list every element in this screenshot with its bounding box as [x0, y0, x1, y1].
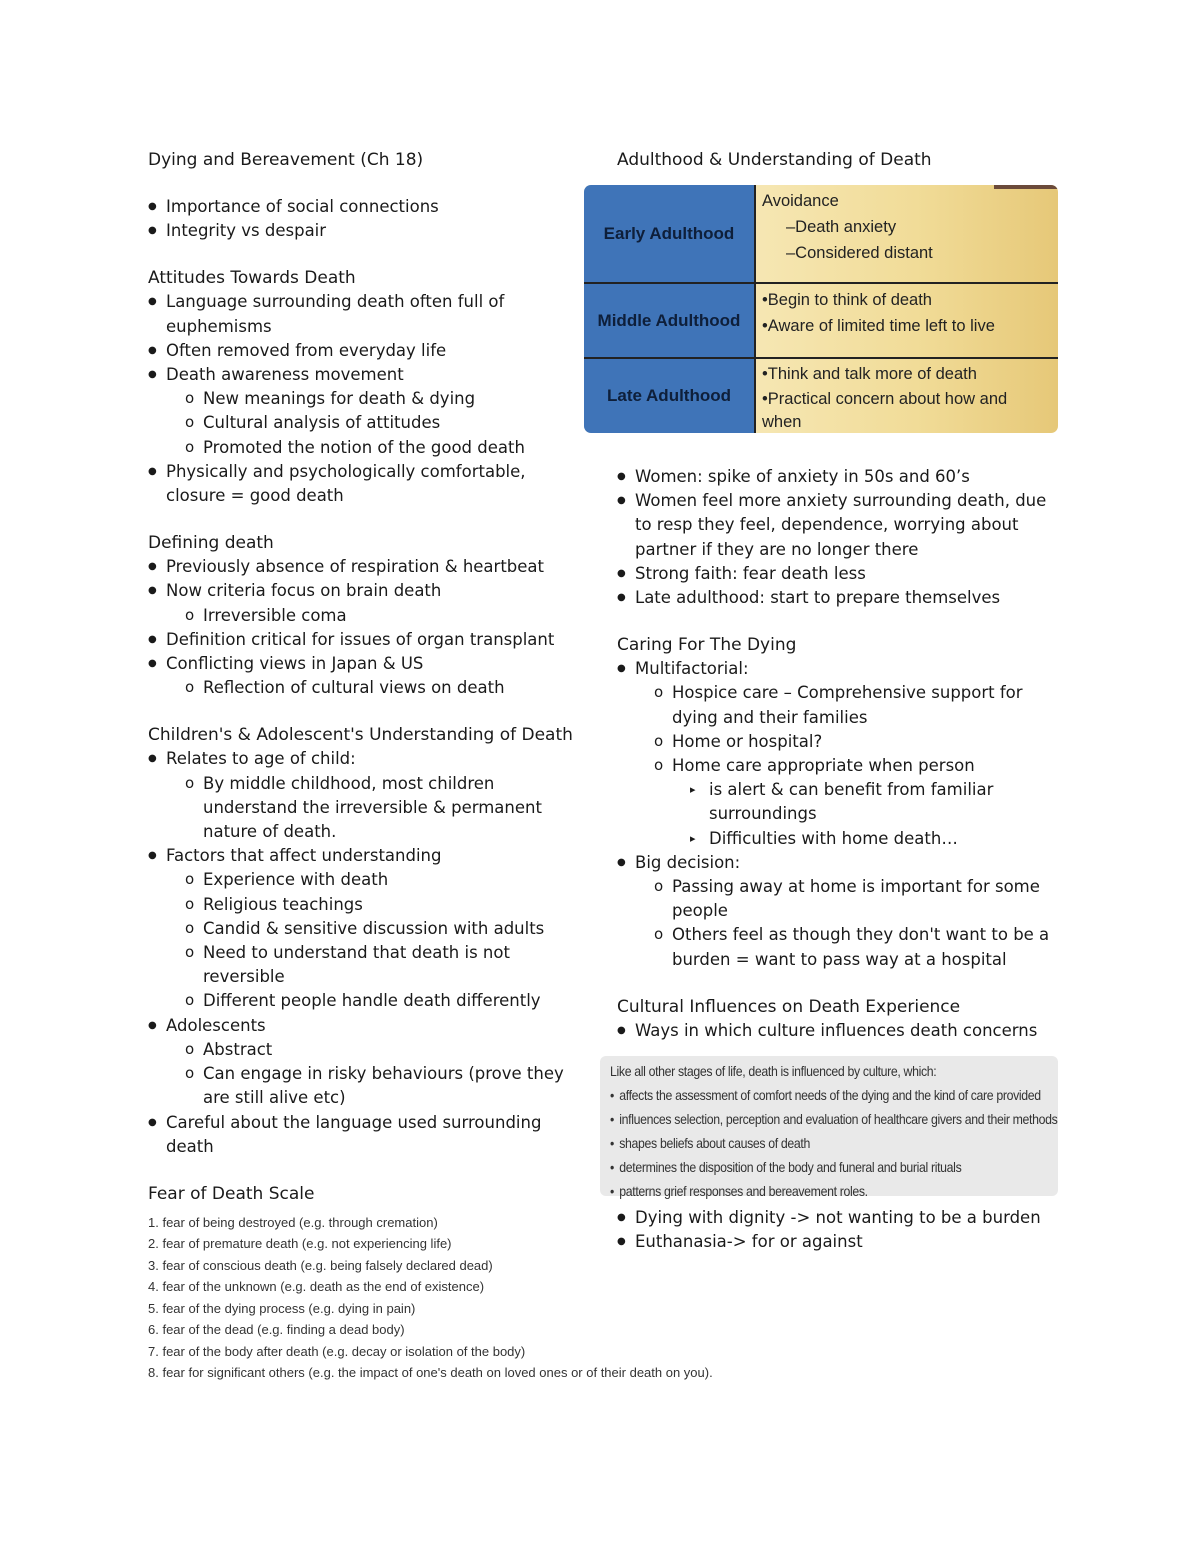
list-item: ● Ways in which culture influences death concerns [617, 1019, 1062, 1043]
section-heading: Children's & Adolescent's Understanding of Death [148, 725, 573, 746]
list-item: ● Language surrounding death often full of euphemisms [148, 290, 588, 338]
stage-line: •Practical concern about how and [762, 390, 1008, 408]
fear-scale-item: 6. fear of the dead (e.g. finding a dead body) [148, 1322, 405, 1338]
fear-scale-item: 4. fear of the unknown (e.g. death as the end of existence) [148, 1279, 485, 1295]
list-item: ● Integrity vs despair [148, 219, 588, 243]
list-item: ● Careful about the language used surrounding death [148, 1111, 588, 1159]
adulthood-row-early [584, 185, 1058, 282]
cultural-section [610, 995, 1062, 1255]
list-item: ● Euthanasia-> for or against [617, 1230, 1062, 1254]
fear-scale-item: 3. fear of conscious death (e.g. being falsely declared dead) [148, 1257, 493, 1273]
section-heading: Defining death [148, 533, 274, 554]
sub-sub-list-item: ▸ is alert & can benefit from familiar surroundings [617, 778, 1062, 826]
sub-list-item: o New meanings for death & dying [148, 387, 588, 411]
list-item: ● Women: spike of anxiety in 50s and 60’s [617, 465, 1062, 489]
document-title: Dying and Bereavement (Ch 18) [148, 150, 424, 170]
sub-list-item: o Cultural analysis of attitudes [148, 411, 588, 435]
stage-description [756, 284, 1058, 357]
list-item: ● Definition critical for issues of organ transplant [148, 628, 588, 652]
culture-box-intro: Like all other stages of life, death is influenced by culture, which: [610, 1063, 937, 1080]
section-heading: Caring For The Dying [617, 635, 797, 656]
list-item: ● Often removed from everyday life [148, 339, 588, 363]
stage-line: Avoidance [762, 192, 839, 210]
adulthood-row-late [584, 359, 1058, 433]
children-section [148, 723, 588, 1158]
sub-list-item: o Can engage in risky behaviours (prove they are still alive etc) [148, 1062, 588, 1110]
defining-section [148, 531, 588, 700]
list-item: ● Adolescents [148, 1014, 588, 1038]
fear-scale-list [148, 1212, 713, 1384]
adulthood-row-middle [584, 284, 1058, 357]
sub-list-item: o Abstract [148, 1038, 588, 1062]
stage-line: •Aware of limited time left to live [762, 317, 995, 335]
sub-sub-list-item: ▸ Difficulties with home death… [617, 827, 1062, 851]
culture-box-item: • determines the disposition of the body and funeral and burial rituals [610, 1155, 995, 1179]
list-item: ● Factors that affect understanding [148, 844, 588, 868]
stage-line: –Death anxiety [786, 218, 897, 236]
section-heading: Fear of Death Scale [148, 1183, 315, 1204]
fear-scale-item: 8. fear for significant others (e.g. the impact of one's death on loved ones or of their death on you). [148, 1365, 713, 1381]
adulthood-table [584, 185, 1058, 433]
list-item: ● Relates to age of child: [148, 747, 588, 771]
fear-scale-item: 1. fear of being destroyed (e.g. through cremation) [148, 1214, 438, 1230]
stage-line: •Begin to think of death [762, 291, 932, 309]
list-item: ● Previously absence of respiration & heartbeat [148, 555, 588, 579]
sub-list-item: o Promoted the notion of the good death [148, 436, 588, 460]
section-heading: Cultural Influences on Death Experience [617, 996, 961, 1017]
list-item: ● Multifactorial: [617, 657, 1062, 681]
adulthood-section [597, 148, 1062, 610]
culture-box-item: • patterns grief responses and bereavement roles. [610, 1179, 995, 1203]
section-heading: Adulthood & Understanding of Death [617, 150, 932, 170]
stage-line: –Considered distant [786, 244, 933, 262]
stage-label: Late Adulthood [584, 359, 756, 433]
fear-scale-section [148, 1182, 713, 1384]
sub-list-item: o Others feel as though they don't want to be a burden = want to pass way at a hospital [617, 923, 1062, 971]
fear-scale-item: 2. fear of premature death (e.g. not experiencing life) [148, 1236, 452, 1252]
sub-list-item: o Different people handle death differently [148, 989, 588, 1013]
section-heading: Attitudes Towards Death [148, 268, 356, 289]
list-item: ● Physically and psychologically comfortable, closure = good death [148, 460, 588, 508]
sub-list-item: o Passing away at home is important for some people [617, 875, 1062, 923]
list-item: ● Now criteria focus on brain death [148, 579, 588, 603]
right-column [597, 148, 1062, 1254]
sub-list-item: o Home or hospital? [617, 730, 1062, 754]
list-item: ● Strong faith: fear death less [617, 562, 1062, 586]
stage-label: Middle Adulthood [584, 284, 756, 357]
fear-scale-item: 5. fear of the dying process (e.g. dying in pain) [148, 1300, 416, 1316]
stage-line: •Think and talk more of death [762, 365, 977, 383]
culture-box-item: • shapes beliefs about causes of death [610, 1131, 995, 1155]
fear-scale-item: 7. fear of the body after death (e.g. decay or isolation of the body) [148, 1343, 526, 1359]
sub-list-item: o Experience with death [148, 868, 588, 892]
sub-list-item: o Home care appropriate when person [617, 754, 1062, 778]
culture-quote-box [600, 1056, 1058, 1200]
list-item: ● Conflicting views in Japan & US [148, 652, 588, 676]
culture-box-item: • affects the assessment of comfort needs of the dying and the kind of care provided [610, 1083, 995, 1107]
stage-description [756, 185, 1058, 282]
sub-list-item: o Need to understand that death is not reversible [148, 941, 588, 989]
stage-description [756, 359, 1058, 433]
intro-section [148, 195, 588, 243]
attitudes-section [148, 266, 588, 508]
sub-list-item: o By middle childhood, most children understand the irreversible & permanent nature of death. [148, 772, 588, 845]
list-item: ● Dying with dignity -> not wanting to be a burden [617, 1206, 1062, 1230]
list-item: ● Big decision: [617, 851, 1062, 875]
list-item: ● Importance of social connections [148, 195, 588, 219]
stage-label: Early Adulthood [584, 185, 756, 282]
sub-list-item: o Reflection of cultural views on death [148, 676, 588, 700]
list-item: ● Women feel more anxiety surrounding death, due to resp they feel, dependence, worrying about partner if they are no longer there [617, 489, 1062, 562]
sub-list-item: o Irreversible coma [148, 604, 588, 628]
list-item: ● Late adulthood: start to prepare themselves [617, 586, 1062, 610]
caring-section [617, 633, 1062, 972]
culture-box-item: • influences selection, perception and evaluation of healthcare givers and their methods [610, 1107, 995, 1131]
stage-line: when [762, 413, 802, 431]
sub-list-item: o Hospice care – Comprehensive support for dying and their families [617, 681, 1062, 729]
sub-list-item: o Candid & sensitive discussion with adults [148, 917, 588, 941]
sub-list-item: o Religious teachings [148, 893, 588, 917]
list-item: ● Death awareness movement [148, 363, 588, 387]
